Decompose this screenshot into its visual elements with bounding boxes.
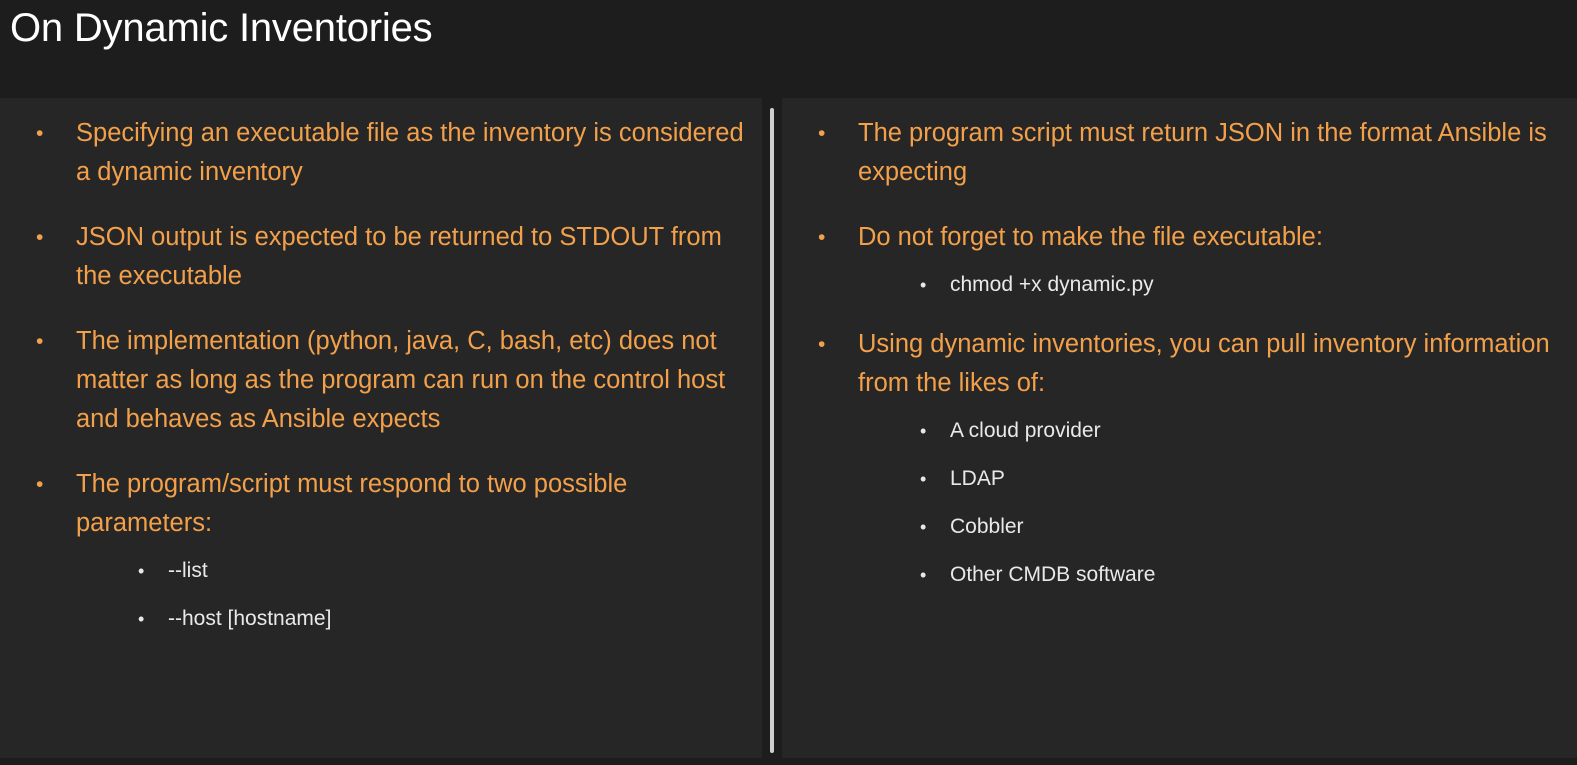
page-title: On Dynamic Inventories: [10, 6, 433, 50]
sub-bullet-text: A cloud provider: [950, 419, 1101, 442]
right-content-panel: [782, 98, 1577, 758]
sub-list-item: [858, 561, 1559, 589]
bullet-text: Using dynamic inventories, you can pull inventory information from the likes of:: [858, 330, 1550, 397]
sub-bullet-text: LDAP: [950, 467, 1005, 490]
right-sub-bullet-list-2: [858, 417, 1559, 589]
left-content-panel: [0, 98, 762, 758]
sub-list-item: [858, 417, 1559, 445]
list-item: [18, 465, 744, 633]
sub-bullet-text: --host [hostname]: [168, 607, 332, 630]
bullet-text: Specifying an executable file as the inventory is considered a dynamic inventory: [76, 119, 744, 186]
list-item: [800, 218, 1559, 299]
list-item: [18, 322, 744, 439]
right-sub-bullet-list-1: [858, 271, 1559, 299]
bullet-text: JSON output is expected to be returned to STDOUT from the executable: [76, 223, 722, 290]
slide-body: [0, 98, 1577, 758]
bullet-text: The program script must return JSON in the format Ansible is expecting: [858, 119, 1547, 186]
left-sub-bullet-list: [76, 557, 744, 633]
right-bullet-list: [800, 114, 1559, 589]
list-item: [800, 114, 1559, 192]
sub-list-item: [858, 271, 1559, 299]
bullet-text: The program/script must respond to two possible parameters:: [76, 470, 628, 537]
sub-list-item: [858, 465, 1559, 493]
bullet-text: The implementation (python, java, C, bash, etc) does not matter as long as the program can run on the control host and behaves as Ansible expects: [76, 327, 726, 433]
sub-bullet-text: Other CMDB software: [950, 563, 1156, 586]
sub-bullet-text: --list: [168, 559, 208, 582]
sub-list-item: [76, 557, 744, 585]
bullet-text: Do not forget to make the file executable:: [858, 223, 1323, 251]
list-item: [18, 218, 744, 296]
column-divider: [762, 98, 782, 758]
list-item: [18, 114, 744, 192]
sub-list-item: [858, 513, 1559, 541]
left-bullet-list: [18, 114, 744, 633]
list-item: [800, 325, 1559, 589]
sub-list-item: [76, 605, 744, 633]
sub-bullet-text: chmod +x dynamic.py: [950, 273, 1154, 296]
sub-bullet-text: Cobbler: [950, 515, 1024, 538]
